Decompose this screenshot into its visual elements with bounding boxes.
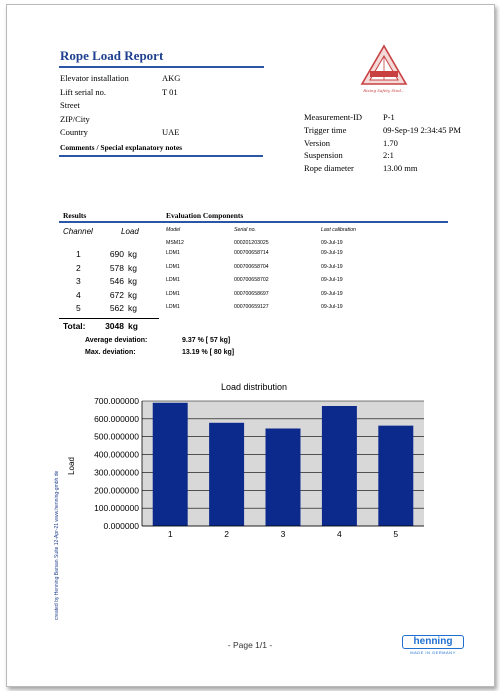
channel-serial: 000700658697 [234, 290, 269, 297]
channel-serial: 000700659127 [234, 304, 269, 311]
channel-load: 690 [109, 249, 124, 259]
channel-calibration: 09-Jul-19 [321, 263, 343, 270]
channel-serial: 000700658714 [234, 250, 269, 256]
field-label-street: Street [60, 100, 80, 111]
chart-x-tick-label: 2 [224, 529, 229, 539]
total-unit: kg [128, 321, 138, 331]
channel-unit: kg [128, 289, 137, 300]
measurement-labels [304, 111, 362, 175]
channel-load: 578 [109, 262, 124, 273]
channel-unit: kg [128, 276, 137, 287]
installation-values [162, 72, 180, 140]
field-value-suspension: 2:1 [383, 150, 394, 161]
comments-label: Comments / Special explanatory notes [60, 143, 183, 152]
field-label-serial: Lift serial no. [60, 86, 107, 97]
channel-number: 2 [76, 262, 81, 273]
chart-y-tick-label: 0.000000 [103, 521, 139, 531]
channel-calibration: 09-Jul-19 [321, 290, 343, 297]
max-deviation-label: Max. deviation: [85, 349, 136, 356]
total-value: 3048 [105, 321, 124, 331]
field-value-installation: AKG [162, 73, 181, 83]
comments-underline [59, 155, 263, 157]
channel-model: LDM1 [166, 290, 180, 297]
channel-calibration: 09-Jul-19 [321, 304, 343, 311]
chart-y-tick-label: 500.000000 [94, 431, 139, 442]
chart-bar [209, 423, 244, 526]
channel-unit: kg [128, 303, 137, 314]
col-calibration: Last calibration [321, 227, 356, 233]
channel-serial: 000700658704 [234, 263, 269, 270]
field-label-rope-diameter: Rope diameter [304, 163, 354, 174]
table-row [60, 303, 360, 317]
col-model: Model [166, 227, 181, 233]
field-value-rope-diameter: 13.00 mm [383, 163, 418, 174]
channel-unit: kg [128, 249, 137, 259]
measurement-values [383, 111, 461, 175]
chart-x-ticks [168, 529, 399, 539]
chart-y-tick-label: 600.000000 [94, 413, 139, 424]
chart-y-tick-label: 200.000000 [94, 485, 139, 496]
table-row [60, 263, 360, 277]
total-label: Total: [63, 321, 86, 331]
chart-bar [322, 406, 357, 526]
logo-tagline: Rising Safety Stnd... [363, 88, 405, 93]
chart-x-tick-label: 4 [337, 529, 342, 539]
field-label-country: Country [60, 127, 88, 138]
brand-tagline: MADE IN GERMANY [410, 650, 456, 655]
field-value-street [162, 99, 180, 113]
total-separator [59, 318, 159, 319]
channel-model: LDM1 [166, 304, 180, 311]
brand-logo [402, 635, 464, 655]
col-serial: Serial no. [234, 227, 256, 233]
channel-number: 3 [76, 276, 81, 287]
table-row [60, 249, 360, 263]
evaluation-title: Evaluation Components [166, 211, 244, 220]
field-value-serial: T 01 [162, 86, 178, 97]
chart-bar [266, 429, 301, 527]
field-value-trigger-time: 09-Sep-19 2:34:45 PM [383, 124, 461, 135]
device-calibration: 09-Jul-19 [321, 240, 343, 246]
channel-load: 562 [109, 303, 124, 314]
chart-x-tick-label: 3 [280, 529, 286, 539]
field-label-installation: Elevator installation [60, 73, 129, 83]
results-title: Results [63, 211, 87, 220]
field-value-version: 1.70 [383, 137, 398, 148]
chart-y-tick-label: 700.000000 [94, 396, 139, 406]
channel-calibration: 09-Jul-19 [321, 250, 343, 256]
chart-y-ticks [94, 396, 139, 531]
installation-labels [60, 72, 129, 140]
field-value-measurement-id: P-1 [383, 112, 395, 122]
avg-deviation-value: 9.37 % [ 57 kg] [182, 337, 231, 344]
device-serial: 000201203025 [234, 240, 269, 246]
chart-y-tick-label: 100.000000 [94, 503, 139, 514]
field-label-measurement-id: Measurement-ID [304, 112, 363, 122]
table-row [60, 290, 360, 304]
channel-load: 672 [109, 289, 124, 300]
field-label-trigger-time: Trigger time [304, 124, 347, 135]
field-value-country: UAE [162, 127, 180, 138]
chart-title: Load distribution [220, 382, 288, 392]
channel-serial: 000700658702 [234, 277, 269, 284]
company-logo [358, 44, 410, 96]
channel-number: 4 [76, 289, 81, 300]
col-channel: Channel [63, 227, 93, 236]
chart-y-tick-label: 300.000000 [94, 467, 139, 478]
channel-calibration: 09-Jul-19 [321, 277, 343, 284]
chart-y-axis-label: Load [67, 457, 76, 475]
field-label-version: Version [304, 137, 330, 148]
max-deviation-value: 13.19 % [ 80 kg] [182, 349, 235, 356]
chart-x-tick-label: 5 [393, 529, 399, 539]
page-title: Rope Load Report [60, 48, 164, 63]
brand-name: henning [402, 635, 464, 649]
field-value-zip [162, 113, 180, 127]
field-label-zip: ZIP/City [60, 113, 90, 124]
avg-deviation-label: Average deviation: [85, 337, 148, 344]
channel-unit: kg [128, 262, 137, 273]
results-underline [59, 221, 448, 223]
chart-bar [378, 426, 413, 526]
channel-model: LDM1 [166, 250, 180, 256]
page-number: - Page 1/1 - [227, 640, 273, 650]
channel-rows [60, 249, 360, 317]
channel-load: 546 [109, 276, 124, 287]
channel-model: LDM1 [166, 263, 180, 270]
chart-y-tick-label: 400.000000 [94, 449, 139, 460]
device-model: MSM12 [166, 240, 184, 246]
channel-number: 1 [76, 249, 81, 259]
title-underline [59, 66, 264, 68]
channel-model: LDM1 [166, 277, 180, 284]
side-note: created by Henning Barsan Suite 12-Apr-21 www.henning-gmbh.de [54, 470, 60, 620]
chart-bar [153, 403, 188, 526]
table-row [60, 276, 360, 290]
chart-x-tick-label: 1 [167, 529, 173, 539]
load-distribution-chart [60, 378, 440, 548]
col-load: Load [121, 227, 139, 236]
field-label-suspension: Suspension [304, 150, 343, 161]
channel-number: 5 [76, 303, 81, 314]
